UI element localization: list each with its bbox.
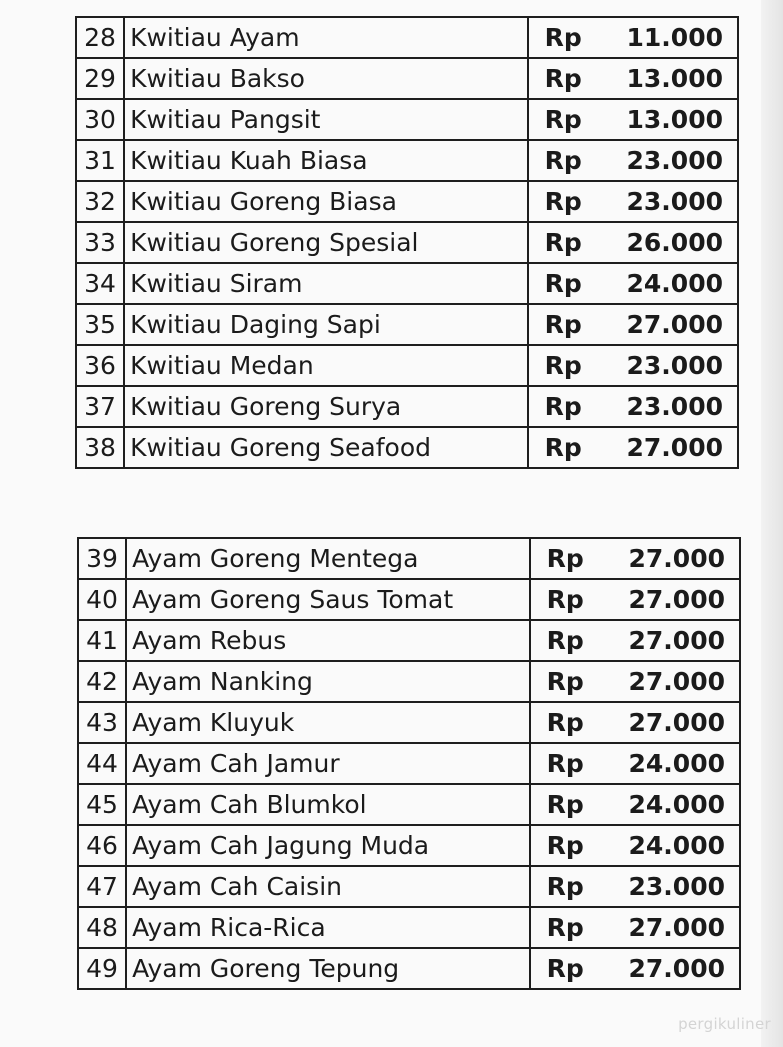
item-name: Ayam Cah Blumkol xyxy=(126,784,530,825)
item-name: Kwitiau Medan xyxy=(124,345,528,386)
item-name: Kwitiau Kuah Biasa xyxy=(124,140,528,181)
item-number: 47 xyxy=(78,866,126,907)
currency-label: Rp xyxy=(546,626,584,655)
menu-row xyxy=(78,538,740,579)
menu-row xyxy=(78,825,740,866)
menu-row xyxy=(76,99,738,140)
menu-row xyxy=(78,702,740,743)
menu-row xyxy=(78,866,740,907)
paper-edge-shadow xyxy=(761,0,783,1047)
menu-row xyxy=(78,948,740,989)
item-price: 24.000 xyxy=(628,790,725,819)
item-number: 33 xyxy=(76,222,124,263)
menu-row xyxy=(76,140,738,181)
currency-label: Rp xyxy=(546,913,584,942)
menu-row xyxy=(78,784,740,825)
item-price: 24.000 xyxy=(628,831,725,860)
currency-label: Rp xyxy=(544,310,582,339)
item-price-cell xyxy=(530,661,740,702)
item-number: 28 xyxy=(76,17,124,58)
item-price-cell xyxy=(530,825,740,866)
item-name: Ayam Rica-Rica xyxy=(126,907,530,948)
currency-label: Rp xyxy=(546,667,584,696)
item-price: 23.000 xyxy=(628,872,725,901)
menu-row xyxy=(76,181,738,222)
item-name: Kwitiau Ayam xyxy=(124,17,528,58)
item-name: Ayam Nanking xyxy=(126,661,530,702)
item-price: 27.000 xyxy=(626,433,723,462)
menu-row xyxy=(76,222,738,263)
item-name: Kwitiau Goreng Spesial xyxy=(124,222,528,263)
currency-label: Rp xyxy=(544,187,582,216)
menu-row xyxy=(76,345,738,386)
menu-row xyxy=(78,907,740,948)
item-name: Kwitiau Goreng Surya xyxy=(124,386,528,427)
menu-row xyxy=(76,263,738,304)
item-price: 11.000 xyxy=(626,23,723,52)
item-number: 30 xyxy=(76,99,124,140)
menu-row xyxy=(76,58,738,99)
item-number: 43 xyxy=(78,702,126,743)
currency-label: Rp xyxy=(544,433,582,462)
menu-row xyxy=(76,427,738,468)
item-price: 23.000 xyxy=(626,187,723,216)
item-price-cell xyxy=(530,743,740,784)
item-price: 27.000 xyxy=(628,585,725,614)
watermark: pergikuliner xyxy=(678,1015,771,1033)
item-price: 23.000 xyxy=(626,351,723,380)
item-price: 27.000 xyxy=(628,954,725,983)
item-number: 34 xyxy=(76,263,124,304)
item-name: Kwitiau Pangsit xyxy=(124,99,528,140)
currency-label: Rp xyxy=(544,64,582,93)
item-price: 23.000 xyxy=(626,146,723,175)
item-price-cell xyxy=(528,427,738,468)
item-name: Ayam Goreng Mentega xyxy=(126,538,530,579)
item-price-cell xyxy=(530,702,740,743)
currency-label: Rp xyxy=(544,146,582,175)
item-name: Ayam Cah Jamur xyxy=(126,743,530,784)
item-number: 36 xyxy=(76,345,124,386)
item-number: 41 xyxy=(78,620,126,661)
menu-row xyxy=(78,743,740,784)
menu-row xyxy=(76,386,738,427)
item-name: Kwitiau Goreng Seafood xyxy=(124,427,528,468)
item-price-cell xyxy=(530,538,740,579)
menu-table-kwitiau xyxy=(75,16,739,469)
item-price: 24.000 xyxy=(628,749,725,778)
menu-table-body xyxy=(76,17,738,468)
item-name: Ayam Cah Caisin xyxy=(126,866,530,907)
currency-label: Rp xyxy=(544,392,582,421)
item-price: 13.000 xyxy=(626,105,723,134)
item-number: 44 xyxy=(78,743,126,784)
currency-label: Rp xyxy=(544,228,582,257)
item-name: Ayam Kluyuk xyxy=(126,702,530,743)
currency-label: Rp xyxy=(546,708,584,737)
item-name: Ayam Goreng Saus Tomat xyxy=(126,579,530,620)
currency-label: Rp xyxy=(544,351,582,380)
item-price-cell xyxy=(528,99,738,140)
item-name: Kwitiau Goreng Biasa xyxy=(124,181,528,222)
menu-row xyxy=(76,17,738,58)
item-price: 27.000 xyxy=(628,913,725,942)
item-price: 27.000 xyxy=(628,667,725,696)
item-price-cell xyxy=(528,222,738,263)
item-price-cell xyxy=(530,784,740,825)
item-name: Kwitiau Siram xyxy=(124,263,528,304)
currency-label: Rp xyxy=(546,585,584,614)
item-name: Kwitiau Daging Sapi xyxy=(124,304,528,345)
item-number: 48 xyxy=(78,907,126,948)
item-number: 32 xyxy=(76,181,124,222)
item-price-cell xyxy=(530,866,740,907)
item-number: 29 xyxy=(76,58,124,99)
currency-label: Rp xyxy=(546,872,584,901)
item-price-cell xyxy=(528,58,738,99)
currency-label: Rp xyxy=(546,544,584,573)
item-price-cell xyxy=(528,304,738,345)
item-price: 27.000 xyxy=(628,544,725,573)
item-name: Ayam Rebus xyxy=(126,620,530,661)
item-price-cell xyxy=(528,17,738,58)
menu-row xyxy=(78,661,740,702)
item-number: 40 xyxy=(78,579,126,620)
item-price-cell xyxy=(528,140,738,181)
item-price: 27.000 xyxy=(628,626,725,655)
item-price-cell xyxy=(528,263,738,304)
item-name: Ayam Goreng Tepung xyxy=(126,948,530,989)
menu-row xyxy=(78,579,740,620)
item-number: 46 xyxy=(78,825,126,866)
menu-table-ayam xyxy=(77,537,741,990)
item-number: 31 xyxy=(76,140,124,181)
menu-row xyxy=(76,304,738,345)
currency-label: Rp xyxy=(546,749,584,778)
currency-label: Rp xyxy=(544,23,582,52)
item-price-cell xyxy=(528,181,738,222)
currency-label: Rp xyxy=(546,831,584,860)
item-price: 26.000 xyxy=(626,228,723,257)
item-number: 38 xyxy=(76,427,124,468)
item-price: 13.000 xyxy=(626,64,723,93)
item-price-cell xyxy=(530,620,740,661)
item-price: 24.000 xyxy=(626,269,723,298)
item-price-cell xyxy=(530,907,740,948)
item-number: 39 xyxy=(78,538,126,579)
item-number: 35 xyxy=(76,304,124,345)
currency-label: Rp xyxy=(546,790,584,819)
item-price-cell xyxy=(528,386,738,427)
currency-label: Rp xyxy=(546,954,584,983)
item-name: Kwitiau Bakso xyxy=(124,58,528,99)
menu-row xyxy=(78,620,740,661)
item-price-cell xyxy=(528,345,738,386)
item-price: 27.000 xyxy=(626,310,723,339)
item-price: 27.000 xyxy=(628,708,725,737)
currency-label: Rp xyxy=(544,105,582,134)
item-price: 23.000 xyxy=(626,392,723,421)
item-number: 45 xyxy=(78,784,126,825)
item-price-cell xyxy=(530,948,740,989)
item-number: 37 xyxy=(76,386,124,427)
item-price-cell xyxy=(530,579,740,620)
currency-label: Rp xyxy=(544,269,582,298)
menu-table-body xyxy=(78,538,740,989)
item-number: 42 xyxy=(78,661,126,702)
item-number: 49 xyxy=(78,948,126,989)
item-name: Ayam Cah Jagung Muda xyxy=(126,825,530,866)
